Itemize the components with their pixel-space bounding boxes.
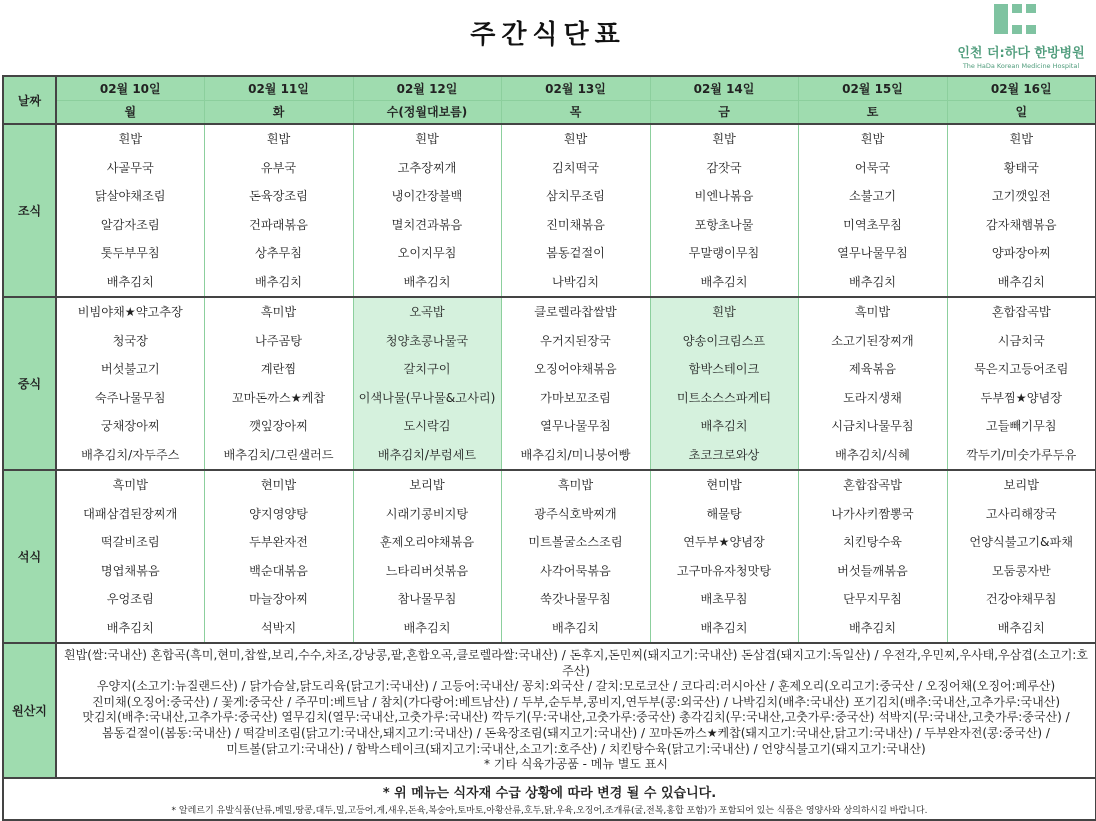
menu-item: 백순대볶음: [249, 563, 308, 578]
day-weekday: 일: [947, 100, 1096, 124]
menu-item: 흰밥: [1009, 132, 1034, 146]
menu-item: 고들빼기무침: [985, 419, 1057, 433]
dinner-menu-cell: [353, 470, 501, 643]
menu-item: 시금치나물무침: [831, 419, 914, 433]
menu-item: 배추김치/미니붕어빵: [520, 447, 631, 462]
breakfast-menu-cell: [947, 124, 1096, 297]
menu-item: 흰밥: [415, 132, 439, 146]
menu-item: 배추김치: [106, 620, 154, 635]
weekly-menu-table: [2, 75, 1096, 821]
day-weekday: 수(정월대보름): [353, 100, 501, 124]
lunch-row: [3, 297, 1096, 470]
menu-item: 미트볼굴소스조림: [528, 535, 623, 549]
menu-item: 황태국: [1003, 160, 1039, 175]
menu-item: 마늘장아찌: [249, 592, 308, 606]
menu-item: 청양초콩나물국: [385, 333, 469, 348]
menu-item: 건파래볶음: [249, 217, 308, 232]
dinner-menu-cell: [650, 470, 798, 643]
origin-info: [56, 643, 1096, 778]
dinner-label: 석식: [3, 470, 56, 643]
day-date: 02월 10일: [56, 76, 204, 100]
lunch-menu-cell: [353, 297, 501, 470]
lunch-menu-cell: [798, 297, 947, 470]
menu-item: 양파장아찌: [991, 246, 1051, 260]
menu-item: 고추장찌개: [397, 160, 457, 175]
menu-item: 배추김치: [700, 274, 748, 289]
day-date: 02월 15일: [798, 76, 947, 100]
menu-item: 소고기된장찌개: [831, 333, 914, 348]
menu-item: 배추김치: [997, 620, 1045, 635]
menu-item: 봄동겉절이: [546, 246, 605, 260]
lunch-menu-cell: [56, 297, 204, 470]
day-date: 02월 11일: [204, 76, 353, 100]
menu-item: 깻잎장아찌: [249, 419, 308, 433]
menu-item: 진미채볶음: [546, 217, 605, 232]
dinner-menu-cell: [947, 470, 1096, 643]
menu-item: 오곡밥: [409, 305, 445, 319]
menu-item: 흰밥: [118, 132, 143, 146]
menu-item: 흰밥: [266, 132, 291, 146]
breakfast-menu-cell: [798, 124, 947, 297]
menu-item: 배추김치: [254, 274, 303, 289]
weekday-header-row: [3, 100, 1096, 124]
menu-item: 이색나물(무나물&고사리): [358, 390, 496, 405]
dinner-menu-cell: [798, 470, 947, 643]
origin-line: 미트볼(닭고기:국내산) / 함박스테이크(돼지고기:국내산,소고기:호주산) / 치킨탕수육(닭고기:국내산) / 언양식불고기(돼지고기:국내산): [226, 741, 926, 756]
menu-item: 배추김치: [848, 620, 897, 635]
menu-item: 건강야채무침: [985, 592, 1057, 606]
menu-item: 배추김치: [403, 620, 451, 635]
menu-item: 함박스테이크: [688, 362, 760, 376]
menu-item: 냉이간장불백: [391, 189, 463, 203]
lunch-label: 중식: [3, 297, 56, 470]
origin-line: 우양지(소고기:뉴질랜드산) / 닭가슴살,닭도리육(닭고기:국내산) / 고등어:국내산/ 꽁치:외국산 / 갈치:모로코산 / 코다리:러시아산 / 훈제오리(오리고기:중국산 / 오징어채(오징어:페루산): [96, 679, 1056, 694]
day-weekday: 토: [798, 100, 947, 124]
menu-item: 숙주나물무침: [94, 390, 166, 405]
date-header-row: [3, 76, 1096, 100]
menu-item: 고사리해장국: [985, 506, 1057, 521]
menu-item: 대패삼겹된장찌개: [83, 506, 178, 521]
day-date: 02월 13일: [501, 76, 650, 100]
menu-item: 삼치무조림: [546, 189, 605, 203]
breakfast-menu-cell: [650, 124, 798, 297]
day-weekday: 목: [501, 100, 650, 124]
menu-item: 깍두기/미숫가루두유: [966, 447, 1077, 462]
menu-item: 묵은지고등어조림: [974, 362, 1069, 376]
menu-item: 시래기콩비지탕: [385, 506, 469, 521]
menu-item: 김치떡국: [551, 160, 600, 175]
menu-item: 도시락김: [403, 419, 451, 433]
menu-item: 참나물무침: [397, 592, 457, 606]
lunch-menu-cell: [501, 297, 650, 470]
menu-item: 열무나물무침: [540, 419, 611, 433]
notice-cell: [3, 778, 1096, 820]
menu-item: 궁채장아찌: [100, 419, 160, 433]
menu-item: 시금치국: [997, 333, 1045, 348]
menu-item: 흑미밥: [260, 305, 297, 319]
menu-item: 양지영양탕: [249, 506, 308, 521]
hospital-name: 인천 더:하다 한방병원: [957, 46, 1085, 61]
menu-item: 사골무국: [106, 160, 154, 175]
menu-item: 흰밥: [563, 132, 588, 146]
menu-item: 오이지무침: [397, 246, 457, 260]
menu-item: 고기깻잎전: [991, 189, 1051, 203]
menu-item: 갈치구이: [403, 362, 451, 376]
menu-item: 배추김치/부럼세트: [377, 447, 477, 462]
menu-item: 나주곰탕: [254, 333, 303, 348]
breakfast-label: 조식: [3, 124, 56, 297]
menu-item: 석박지: [260, 620, 297, 635]
notice-row: [3, 778, 1096, 820]
origin-line: 맛김치(배추:국내산,고추가루:중국산) 열무김치(열무:국내산,고춧가루:국내산) 깍두기(무:국내산,고춧가루:중국산) 총각김치(무:국내산,고춧가루:중국산) 석박지(무:국내산,고춧가루:중국산) /: [82, 710, 1070, 725]
menu-item: 보리밥: [409, 478, 445, 492]
day-date: 02월 12일: [353, 76, 501, 100]
lunch-menu-cell: [650, 297, 798, 470]
menu-item: 가마보꼬조림: [540, 390, 611, 405]
menu-item: 모둠콩자반: [991, 563, 1051, 578]
menu-item: 도라지생채: [843, 390, 902, 405]
menu-item: 소불고기: [848, 189, 897, 203]
menu-item: 두부찜★양념장: [980, 390, 1063, 405]
menu-item: 해물탕: [706, 506, 742, 521]
menu-item: 나가사키짬뽕국: [831, 506, 914, 521]
menu-item: 혼합잡곡밥: [991, 305, 1051, 319]
origin-line: 봄동겉절이(봄동:국내산) / 떡갈비조림(닭고기:국내산,돼지고기:국내산) / 돈육장조림(돼지고기:국내산) / 꼬마돈까스★케찹(돼지고기:국내산,닭고기:국내산) / 두부완자전(콩:중국산) /: [102, 725, 1050, 740]
menu-item: 배추김치: [848, 274, 897, 289]
breakfast-menu-cell: [501, 124, 650, 297]
origin-line: * 기타 식육가공품 - 메뉴 별도 표시: [484, 757, 668, 772]
menu-item: 흑미밥: [557, 478, 594, 492]
menu-item: 언양식불고기&파채: [969, 535, 1074, 549]
menu-item: 쑥갓나물무침: [540, 592, 611, 606]
menu-item: 고구마유자청맛탕: [676, 563, 772, 578]
breakfast-row: [3, 124, 1096, 297]
menu-item: 배추김치: [551, 620, 600, 635]
menu-item: 톳두부무침: [100, 246, 160, 260]
lunch-menu-cell: [204, 297, 353, 470]
menu-item: 포항초나물: [694, 217, 754, 232]
menu-item: 오징어야채볶음: [534, 362, 617, 376]
dinner-row: [3, 470, 1096, 643]
hospital-logo: [946, 2, 1096, 72]
menu-item: 단무지무침: [843, 592, 902, 606]
origin-line: 흰밥(쌀:국내산) 혼합곡(흑미,현미,찹쌀,보리,수수,차조,강낭콩,팥,혼합오곡,클로렐라쌀:국내산) / 돈후지,돈민찌(돼지고기:국내산) 돈삼겹(돼지고기:독일산) / 우전각,우민찌,우사태,우삼겹(소고기:호주산): [64, 648, 1088, 678]
allergy-notice: * 알레르기 유발식품(난류,메밀,땅콩,대두,밀,고등어,게,새우,돈육,복숭아,토마토,아황산류,호두,닭,우육,오징어,조개류(굴,전복,홍합 포함)가 포함되어 있는 식품은 영양사와 상의하시길 바랍니다.: [171, 805, 928, 816]
menu-item: 멸치견과볶음: [391, 217, 463, 232]
menu-item: 열무나물무침: [837, 246, 908, 260]
menu-item: 현미밥: [706, 478, 742, 492]
origin-label: 원산지: [3, 643, 56, 778]
menu-item: 연두부★양념장: [683, 535, 765, 549]
hospital-logo-icon: [994, 4, 1036, 34]
menu-item: 배추김치/식혜: [835, 447, 910, 462]
menu-item: 흰밥: [860, 132, 885, 146]
page-title: 주간식단표: [470, 20, 626, 50]
origin-line: 진미채(오징어:중국산) / 꽃게:중국산 / 주꾸미:베트남 / 참치(가다랑어:베트남산) / 두부,순두부,콩비지,연두부(콩:외국산) / 나박김치(배추:국내산) 포기김치(배추:국내산,고추가루:국내산): [91, 694, 1061, 709]
menu-item: 청국장: [112, 333, 148, 348]
menu-item: 배추김치: [403, 274, 451, 289]
menu-item: 무말랭이무침: [688, 246, 760, 260]
menu-item: 감자채햄볶음: [985, 217, 1057, 232]
day-weekday: 월: [56, 100, 204, 124]
menu-item: 나박김치: [551, 274, 600, 289]
menu-item: 배추김치: [997, 274, 1045, 289]
origin-row: [3, 643, 1096, 778]
menu-item: 흑미밥: [854, 305, 891, 319]
dinner-menu-cell: [204, 470, 353, 643]
day-date: 02월 16일: [947, 76, 1096, 100]
menu-item: 돈육장조림: [249, 189, 308, 203]
breakfast-menu-cell: [204, 124, 353, 297]
dinner-menu-cell: [501, 470, 650, 643]
menu-item: 치킨탕수육: [843, 535, 902, 549]
menu-item: 배추김치: [700, 620, 748, 635]
menu-item: 상추무침: [254, 246, 303, 260]
menu-item: 느타리버섯볶음: [385, 563, 469, 578]
menu-item: 흰밥: [712, 132, 736, 146]
menu-item: 배추김치: [106, 274, 154, 289]
menu-item: 버섯불고기: [100, 362, 160, 376]
dinner-menu-cell: [56, 470, 204, 643]
hospital-subtitle: The HaDa Korean Medicine Hospital: [962, 62, 1080, 70]
menu-item: 흰밥: [712, 305, 736, 319]
menu-item: 배추김치/자두주스: [81, 447, 180, 462]
menu-item: 사각어묵볶음: [540, 563, 611, 578]
menu-item: 배추김치/그린샐러드: [223, 447, 334, 462]
menu-item: 초코크로와상: [688, 447, 760, 462]
menu-item: 알감자조림: [100, 217, 160, 232]
menu-item: 미트소스스파게티: [676, 390, 772, 405]
menu-item: 광주식호박찌개: [534, 506, 617, 521]
menu-item: 꼬마돈까스★케찹: [231, 390, 326, 405]
menu-item: 배초무침: [700, 592, 748, 606]
menu-item: 훈제오리야채볶음: [379, 535, 475, 549]
menu-item: 우엉조림: [106, 592, 154, 606]
menu-item: 계란찜: [260, 362, 297, 376]
menu-item: 보리밥: [1003, 478, 1039, 492]
menu-item: 닭살야채조림: [94, 189, 166, 203]
menu-item: 우거지된장국: [540, 333, 611, 348]
menu-item: 어묵국: [854, 160, 891, 175]
menu-item: 양송이크림스프: [682, 333, 766, 348]
menu-item: 유부국: [260, 160, 297, 175]
menu-item: 현미밥: [260, 478, 297, 492]
menu-item: 명엽채볶음: [100, 563, 160, 578]
menu-item: 미역초무침: [843, 217, 902, 232]
day-weekday: 화: [204, 100, 353, 124]
date-label: 날짜: [3, 76, 56, 124]
day-weekday: 금: [650, 100, 798, 124]
menu-item: 배추김치: [700, 419, 748, 433]
breakfast-menu-cell: [353, 124, 501, 297]
menu-item: 비엔나볶음: [694, 189, 754, 203]
menu-item: 흑미밥: [112, 478, 148, 492]
menu-change-notice: * 위 메뉴는 식자재 수급 상황에 따라 변경 될 수 있습니다.: [382, 785, 717, 801]
menu-item: 혼합잡곡밥: [843, 478, 902, 492]
menu-item: 제육볶음: [848, 362, 897, 376]
menu-item: 비빔야채★약고추장: [77, 305, 183, 319]
breakfast-menu-cell: [56, 124, 204, 297]
menu-item: 클로렐라찹쌀밥: [534, 305, 617, 319]
menu-item: 버섯들깨볶음: [837, 563, 908, 578]
menu-item: 두부완자전: [249, 535, 308, 549]
menu-item: 떡갈비조림: [100, 535, 160, 549]
lunch-menu-cell: [947, 297, 1096, 470]
menu-item: 감잣국: [706, 160, 742, 175]
day-date: 02월 14일: [650, 76, 798, 100]
